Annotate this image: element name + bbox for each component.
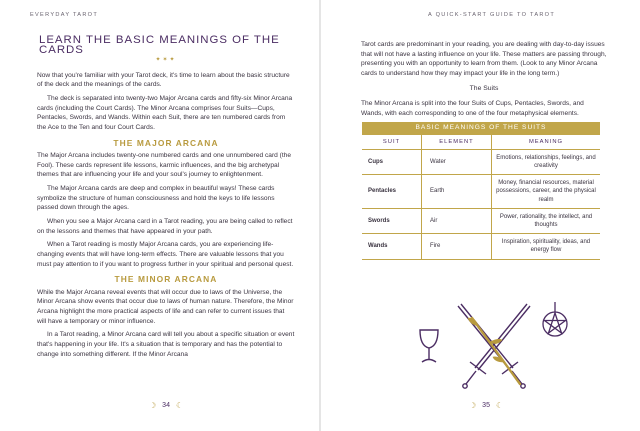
continued-paragraph: Tarot cards are predominant in your reading, you are dealing with day-to-day issues that will not have a lasting influence on your life. These matters are passing through, presenting you with an opportunity to learn from them. (Look to any Minor Arcana cards to understand how they may impact your life in the long term.) bbox=[361, 41, 607, 77]
table-cell-meaning: Emotions, relationships, feelings, and creativity bbox=[492, 149, 601, 174]
table-cell-element: Fire bbox=[422, 234, 492, 259]
page-number: 35 bbox=[482, 402, 490, 409]
major-paragraph-1: The Major Arcana includes twenty-one numbered cards and one unnumbered card (the Fool). These cards represent life lessons, karmic influences, and the big archetypal themes that are influencing your life and your soul's journey to enlightenment. bbox=[37, 152, 292, 179]
page-number: 34 bbox=[162, 402, 170, 409]
minor-arcana-heading: THE MINOR ARCANA bbox=[114, 274, 218, 285]
suits-paragraph: The Minor Arcana is split into the four Suits of Cups, Pentacles, Swords, and Wands, with each corresponding to one of the four metaphysical elements. bbox=[361, 99, 584, 117]
major-arcana-heading: THE MAJOR ARCANA bbox=[113, 137, 219, 148]
table-cell-suit: Wands bbox=[362, 234, 422, 259]
pentacle-icon bbox=[543, 302, 567, 336]
table-cell-suit: Cups bbox=[362, 149, 422, 174]
table-cell-suit: Swords bbox=[362, 208, 422, 233]
page-number-left bbox=[149, 401, 183, 410]
cup-icon bbox=[420, 330, 438, 362]
table-row bbox=[362, 149, 600, 174]
table-row bbox=[362, 175, 600, 209]
table-cell-element: Air bbox=[422, 208, 492, 233]
table-header: SUIT bbox=[362, 135, 422, 150]
major-paragraph-3: When you see a Major Arcana card in a Tarot reading, you are being called to reflect on the lessons and themes that have appeared in your path. bbox=[37, 218, 293, 235]
ornament-divider: ✦✶✦ bbox=[155, 57, 177, 64]
minor-paragraph-2: In a Tarot reading, a Minor Arcana card will tell you about a specific situation or event that's happening in your life. It's a situation that is temporary and has the potential to change into something different. If the Minor Arcana bbox=[37, 331, 295, 358]
table-cell-meaning: Money, financial resources, material possessions, career, and the physical realm bbox=[492, 175, 601, 209]
table-cell-suit: Pentacles bbox=[362, 175, 422, 209]
table-cell-meaning: Power, rationality, the intellect, and thoughts bbox=[492, 208, 601, 233]
table-header-row bbox=[362, 135, 600, 150]
table-header: ELEMENT bbox=[422, 135, 492, 150]
table-row bbox=[362, 208, 600, 233]
intro-paragraph-1: Now that you're familiar with your Tarot deck, it's time to learn about the basic structure of the deck and the meanings of the cards. bbox=[37, 71, 290, 89]
running-head-right: A QUICK-START GUIDE TO TAROT bbox=[428, 12, 556, 18]
suits-heading: The Suits bbox=[469, 85, 499, 93]
page-number-right bbox=[469, 401, 503, 410]
crescent-moon-icon: ☾ bbox=[175, 401, 184, 410]
table-cell-element: Earth bbox=[422, 175, 492, 209]
crescent-moon-icon: ☽ bbox=[149, 401, 157, 410]
crescent-moon-icon: ☾ bbox=[495, 401, 504, 410]
major-paragraph-4: When a Tarot reading is mostly Major Arcana cards, you are experiencing life-changing events that will have long-term effects. There are valuable lessons that you must pay attention to if you want to progress further in your spiritual and personal quest. bbox=[37, 241, 294, 268]
major-paragraph-2: The Major Arcana cards are deep and complex in beautiful ways! These cards symbolize the structure of human consciousness and hold the keys to life lessons passed down through the ages. bbox=[37, 185, 275, 212]
table-cell-meaning: Inspiration, spirituality, ideas, and energy flow bbox=[492, 234, 601, 259]
table-caption: BASIC MEANINGS OF THE SUITS bbox=[362, 122, 600, 134]
crescent-moon-icon: ☽ bbox=[469, 401, 477, 410]
table-header: MEANING bbox=[492, 135, 601, 150]
suits-table bbox=[362, 122, 600, 259]
right-page bbox=[320, 0, 640, 431]
crossed-swords-icon bbox=[458, 304, 530, 388]
left-page-content bbox=[37, 36, 295, 363]
intro-paragraph-2: The deck is separated into twenty-two Major Arcana cards and fifty-six Minor Arcana cards (including the Court Cards). The Minor Arcana comprises four Suits—Cups, Pentacles, Swords, and Wands. Within each Suit, there are ten numbered cards from the Ace to the Ten and four Court Cards. bbox=[37, 95, 293, 131]
chapter-title: LEARN THE BASIC MEANINGS OF THE CARDS bbox=[39, 34, 280, 56]
minor-paragraph-1: While the Major Arcana reveal events that will occur due to laws of the Universe, the Minor Arcana show events that occur due to laws of human nature. Therefore, the Minor Arcana highlight the more practical aspects of life and can refer to current issues that will have a temporary or minor influence. bbox=[37, 288, 294, 325]
table-cell-element: Water bbox=[422, 149, 492, 174]
suits-illustration bbox=[412, 300, 572, 392]
table-row bbox=[362, 234, 600, 259]
running-head-left: EVERYDAY TAROT bbox=[30, 12, 99, 18]
right-page-content bbox=[361, 40, 607, 260]
